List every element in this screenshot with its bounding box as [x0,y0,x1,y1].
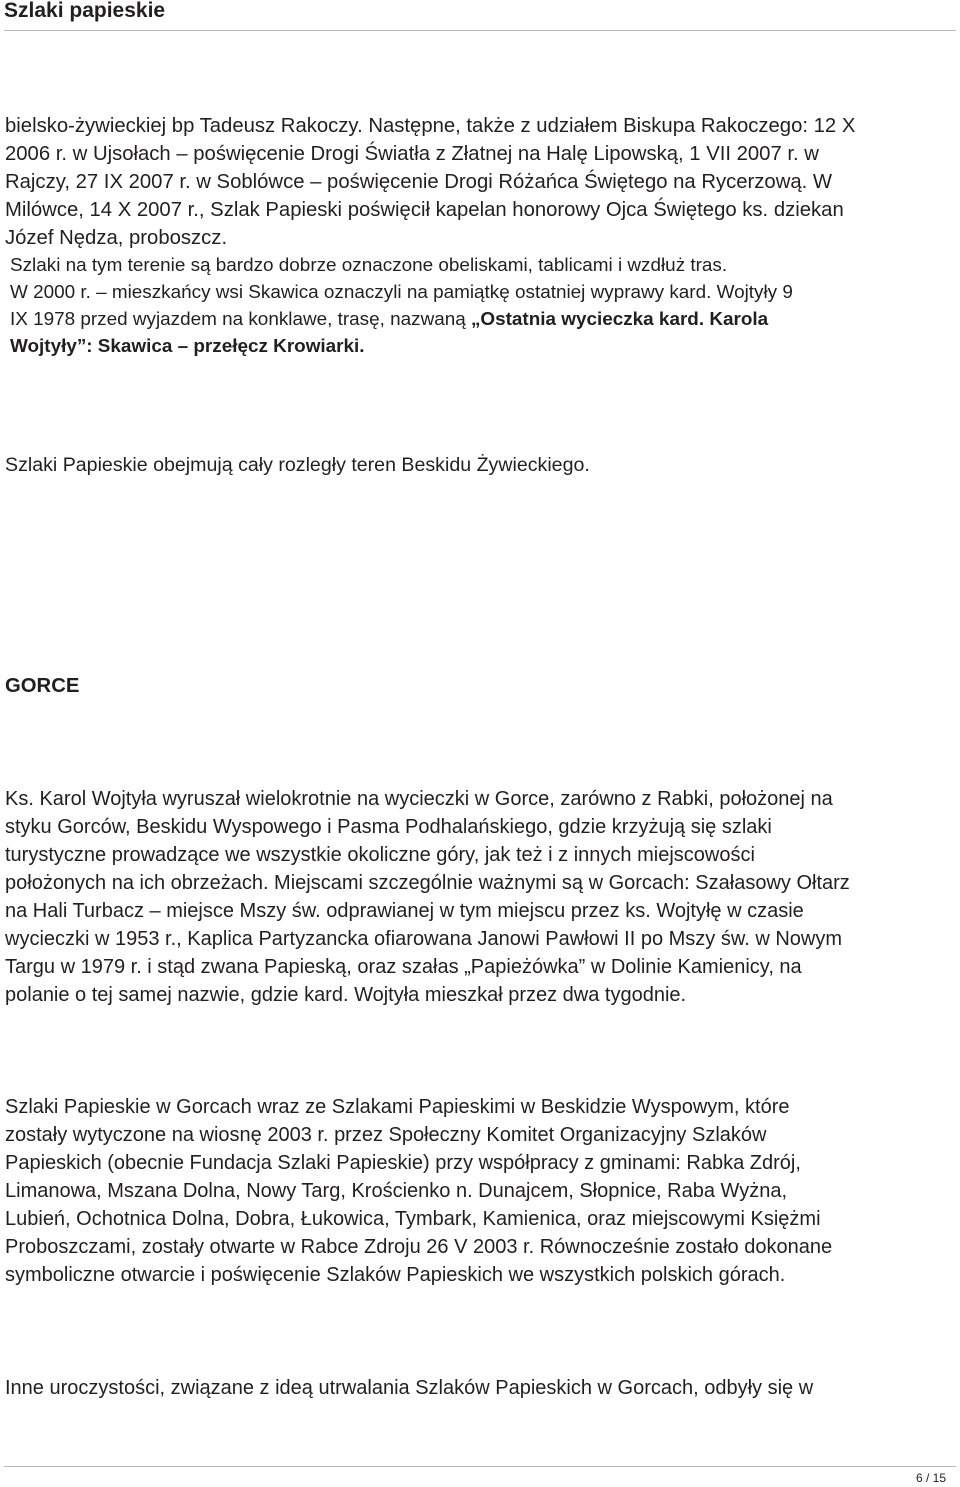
text-line: Rajczy, 27 IX 2007 r. w Soblówce – poświęcenie Drogi Różańca Świętego na Rycerzową. W [5,171,833,193]
text-line: 2006 r. w Ujsołach – poświęcenie Drogi Światła z Złatnej na Halę Lipowską, 1 VII 2007 r. w [5,143,819,165]
text-line: styku Gorców, Beskidu Wyspowego i Pasma Podhalańskiego, gdzie krzyżują się szlaki [5,816,772,838]
text-line: Limanowa, Mszana Dolna, Nowy Targ, Krościenko n. Dunajcem, Słopnice, Raba Wyżna, [5,1180,788,1202]
text-line: Inne uroczystości, związane z ideą utrwalania Szlaków Papieskich w Gorcach, odbyły się w [5,1377,814,1399]
text-line: turystyczne prowadzące we wszystkie okoliczne góry, jak też i z innych miejscowości [5,844,755,866]
text-line: polanie o tej samej nazwie, gdzie kard. Wojtyła mieszkał przez dwa tygodnie. [5,984,687,1006]
header-divider [4,30,956,31]
text-line: Targu w 1979 r. i stąd zwana Papieską, oraz szałas „Papieżówka” w Dolinie Kamienicy, na [5,956,802,978]
paragraph-gorce-trips [5,785,955,1009]
text-line: Szlaki Papieskie w Gorcach wraz ze Szlakami Papieskimi w Beskidzie Wyspowym, które [5,1096,790,1118]
text-line: Ks. Karol Wojtyła wyruszał wielokrotnie na wycieczki w Gorce, zarówno z Rabki, położonej na [5,788,833,810]
text-line: Szlaki na tym terenie są bardzo dobrze oznaczone obeliskami, tablicami i wzdłuż tras. [10,255,728,276]
text-line: położonych na ich obrzeżach. Miejscami szczególnie ważnymi są w Gorcach: Szałasowy Ołtarz [5,872,850,894]
paragraph-skawica [5,252,960,360]
text-line: symboliczne otwarcie i poświęcenie Szlaków Papieskich we wszystkich polskich górach. [5,1264,786,1286]
bold-trail-route: Wojtyły”: Skawica – przełęcz Krowiarki. [10,336,365,357]
paragraph-beskid [5,451,955,479]
text-line: Szlaki Papieskie obejmują cały rozległy teren Beskidu Żywieckiego. [5,454,590,476]
text-line: Milówce, 14 X 2007 r., Szlak Papieski poświęcił kapelan honorowy Ojca Świętego ks. dziekan [5,199,844,221]
text-line: na Hali Turbacz – miejsce Mszy św. odprawianej w tym miejscu przez ks. Wojtyłę w czasie [5,900,804,922]
footer-divider [4,1466,956,1467]
text-line: zostały wytyczone na wiosnę 2003 r. przez Społeczny Komitet Organizacyjny Szlaków [5,1124,767,1146]
text-line: Papieskich (obecnie Fundacja Szlaki Papieskie) przy współpracy z gminami: Rabka Zdrój, [5,1152,801,1174]
text-line: wycieczki w 1953 r., Kaplica Partyzancka ofiarowana Janowi Pawłowi II po Mszy św. w Nowym [5,928,842,950]
text-line [10,306,960,333]
page-number: 6 / 15 [915,1471,946,1485]
text-line: W 2000 r. – mieszkańcy wsi Skawica oznaczyli na pamiątkę ostatniej wyprawy kard. Wojtyły 9 [10,282,793,303]
paragraph-gorce-trails [5,1093,955,1289]
text-line: Józef Nędza, proboszcz. [5,227,228,249]
section-heading-gorce: GORCE [5,675,80,697]
text-line: bielsko-żywieckiej bp Tadeusz Rakoczy. Następne, także z udziałem Biskupa Rakoczego: 12 X [5,115,856,137]
paragraph-ceremonies [5,1374,955,1402]
document-title: Szlaki papieskie [4,0,166,22]
text-span: IX 1978 przed wyjazdem na konklawe, trasę, nazwaną [10,309,471,330]
text-line: Proboszczami, zostały otwarte w Rabce Zdroju 26 V 2003 r. Równocześnie zostało dokonane [5,1236,833,1258]
bold-trail-name: „Ostatnia wycieczka kard. Karola [470,309,769,330]
text-line: Lubień, Ochotnica Dolna, Dobra, Łukowica, Tymbark, Kamienica, oraz miejscowymi Księżmi [5,1208,821,1230]
paragraph-rakoczy [5,112,955,252]
